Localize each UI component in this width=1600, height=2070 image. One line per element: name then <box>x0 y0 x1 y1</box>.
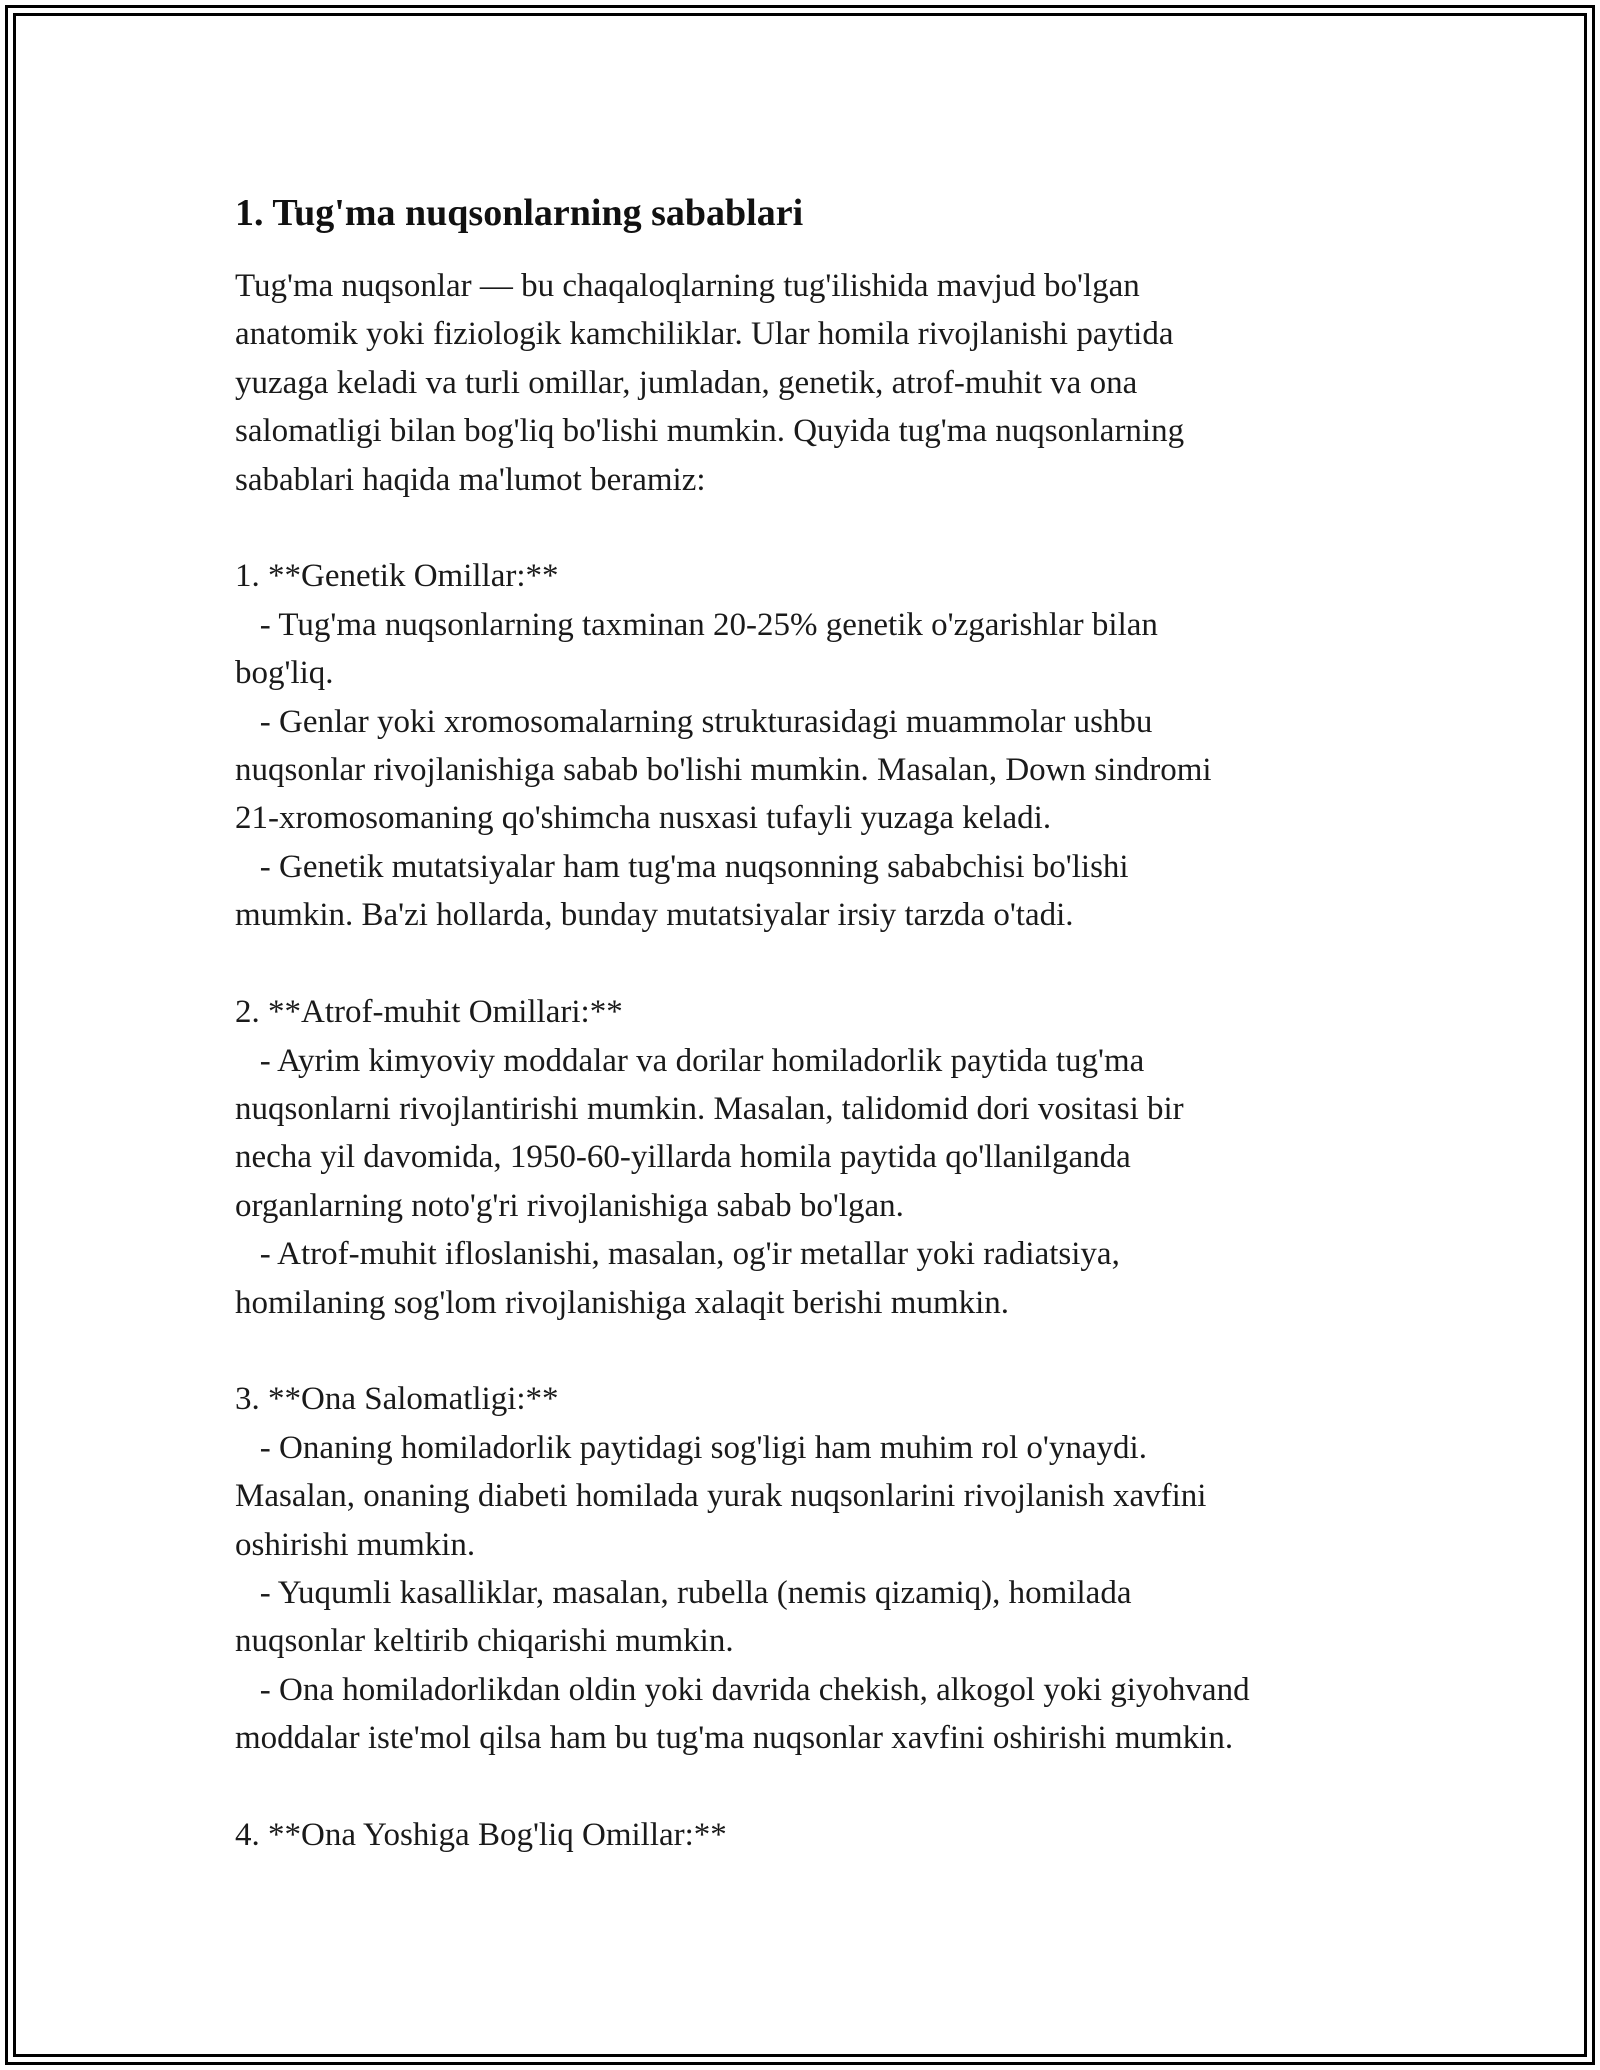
document-heading: 1. Tug'ma nuqsonlarning sabablari <box>235 192 804 234</box>
document-content <box>235 186 1375 1859</box>
document-body: Tug'ma nuqsonlar — bu chaqaloqlarning tug'ilishida mavjud bo'lgan anatomik yoki fiziologik kamchiliklar. Ular homila rivojlanishi paytida yuzaga keladi va turli omillar, jumladan, genetik, atrof-muhit va ona salomatligi bilan bog'liq bo'lishi mumkin. Quyida tug'ma nuqsonlarning sabablari haqida ma'lumot beramiz: 1. **Genetik Omillar:** - Tug'ma nuqsonlarning taxminan 20-25% genetik o'zgarishlar bilan bog'liq. - Genlar yoki xromosomalarning strukturasidagi muammolar ushbu nuqsonlar rivojlanishiga sabab bo'lishi mumkin. Masalan, Down sindromi 21-xromosomaning qo'shimcha nusxasi tufayli yuzaga keladi. - Genetik mutatsiyalar ham tug'ma nuqsonning sababchisi bo'lishi mumkin. Ba'zi hollarda, bunday mutatsiyalar irsiy tarzda o'tadi. 2. **Atrof-muhit Omillari:** - Ayrim kimyoviy moddalar va dorilar homiladorlik paytida tug'ma nuqsonlarni rivojlantirishi mumkin. Masalan, talidomid dori vositasi bir necha yil davomida, 1950-60-yillarda homila paytida qo'llanilganda organlarning noto'g'ri rivojlanishiga sabab bo'lgan. - Atrof-muhit ifloslanishi, masalan, og'ir metallar yoki radiatsiya, homilaning sog'lom rivojlanishiga xalaqit berishi mumkin. 3. **Ona Salomatligi:** - Onaning homiladorlik paytidagi sog'ligi ham muhim rol o'ynaydi. Masalan, onaning diabeti homilada yurak nuqsonlarini rivojlanish xavfini oshirishi mumkin. - Yuqumli kasalliklar, masalan, rubella (nemis qizamiq), homilada nuqsonlar keltirib chiqarishi mumkin. - Ona homiladorlikdan oldin yoki davrida chekish, alkogol yoki giyohvand moddalar iste'mol qilsa ham bu tug'ma nuqsonlar xavfini oshirishi mumkin. 4. **Ona Yoshiga Bog'liq Omillar:** <box>235 268 1250 1853</box>
